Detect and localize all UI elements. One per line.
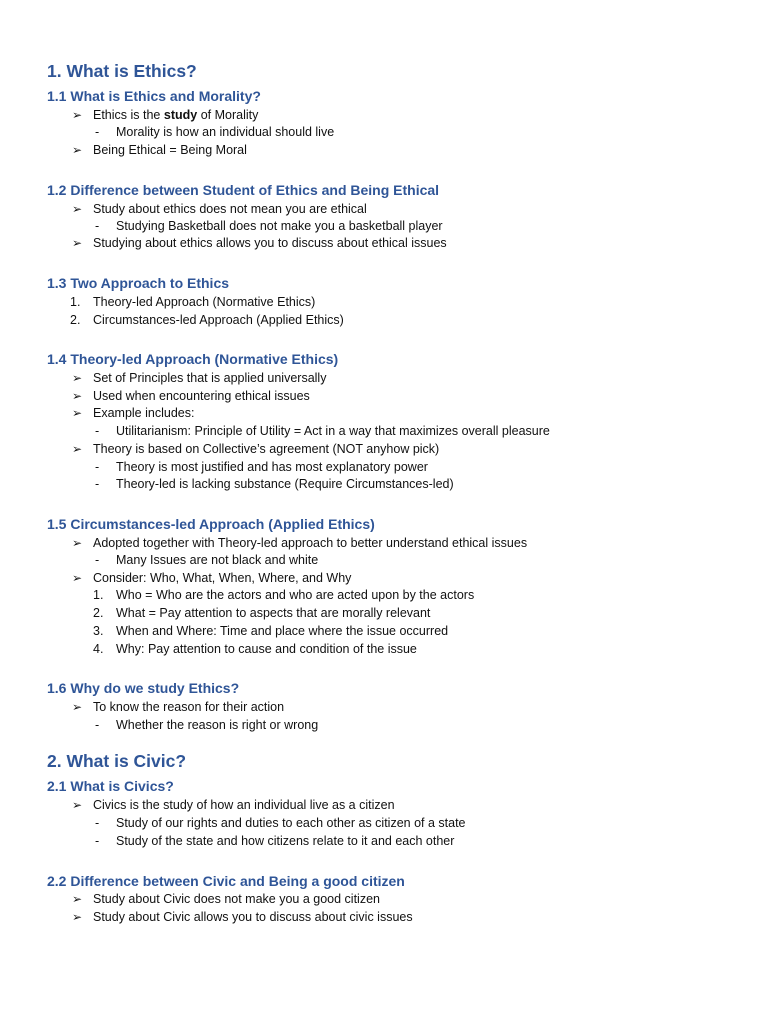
dash-bullet: - <box>95 718 100 732</box>
arrow-bullet-icon: ➢ <box>72 143 83 157</box>
arrow-bullet-icon: ➢ <box>72 700 83 714</box>
item-text: Consider: Who, What, When, Where, and Why <box>93 571 352 585</box>
item-text: Study about ethics does not mean you are ethical <box>93 202 367 216</box>
dash-bullet: - <box>95 477 100 491</box>
subsection-heading: 1.1 What is Ethics and Morality? <box>47 88 261 104</box>
arrow-bullet-icon: ➢ <box>72 371 83 385</box>
dash-bullet: - <box>95 460 100 474</box>
item-text: Circumstances-led Approach (Applied Ethics) <box>93 313 344 327</box>
arrow-bullet-icon: ➢ <box>72 798 83 812</box>
item-text: Study of our rights and duties to each other as citizen of a state <box>116 816 466 830</box>
arrow-bullet-icon: ➢ <box>72 406 83 420</box>
subsection-heading: 1.6 Why do we study Ethics? <box>47 680 240 696</box>
arrow-bullet-icon: ➢ <box>72 571 83 585</box>
arrow-bullet-icon: ➢ <box>72 108 83 122</box>
bold-term: study <box>163 108 198 122</box>
number-marker: 1. <box>93 588 104 602</box>
item-text: Whether the reason is right or wrong <box>116 718 319 732</box>
subsection-heading: 2.1 What is Civics? <box>47 778 174 794</box>
dash-bullet: - <box>95 553 100 567</box>
arrow-bullet-icon: ➢ <box>72 202 83 216</box>
item-text: Adopted together with Theory-led approach to better understand ethical issues <box>93 536 528 550</box>
subsection-heading: 1.5 Circumstances-led Approach (Applied Ethics) <box>47 516 375 532</box>
item-text: Utilitarianism: Principle of Utility = Act in a way that maximizes overall pleasure <box>116 424 550 438</box>
item-text: Theory-led is lacking substance (Require Circumstances-led) <box>116 477 454 491</box>
item-text: Ethics is the <box>93 108 164 122</box>
arrow-bullet-icon: ➢ <box>72 892 83 906</box>
item-text: Study about Civic allows you to discuss about civic issues <box>93 910 413 924</box>
item-text: of Morality <box>197 108 259 122</box>
number-marker: 2. <box>70 313 81 327</box>
dash-bullet: - <box>95 125 100 139</box>
item-text: When and Where: Time and place where the issue occurred <box>116 624 449 638</box>
item-text: Studying Basketball does not make you a basketball player <box>116 219 443 233</box>
arrow-bullet-icon: ➢ <box>72 442 83 456</box>
section-heading: 1. What is Ethics? <box>47 61 197 81</box>
arrow-bullet-icon: ➢ <box>72 910 83 924</box>
item-text: Morality is how an individual should live <box>116 125 335 139</box>
number-marker: 3. <box>93 624 104 638</box>
number-marker: 1. <box>70 295 81 309</box>
item-text: Studying about ethics allows you to discuss about ethical issues <box>93 236 447 250</box>
item-text: Who = Who are the actors and who are acted upon by the actors <box>116 588 475 602</box>
item-text: Why: Pay attention to cause and condition of the issue <box>116 642 417 656</box>
dash-bullet: - <box>95 424 100 438</box>
arrow-bullet-icon: ➢ <box>72 236 83 250</box>
subsection-heading: 1.4 Theory-led Approach (Normative Ethics) <box>47 351 339 367</box>
item-text: Study of the state and how citizens relate to it and each other <box>116 834 455 848</box>
item-text: Used when encountering ethical issues <box>93 389 310 403</box>
item-text: Theory is based on Collective’s agreement (NOT anyhow pick) <box>93 442 440 456</box>
arrow-bullet-icon: ➢ <box>72 536 83 550</box>
subsection-heading: 1.2 Difference between Student of Ethics and Being Ethical <box>47 182 440 198</box>
item-text: Many Issues are not black and white <box>116 553 319 567</box>
item-text: Set of Principles that is applied universally <box>93 371 327 385</box>
subsection-heading: 2.2 Difference between Civic and Being a good citizen <box>47 873 405 889</box>
subsection-heading: 1.3 Two Approach to Ethics <box>47 275 230 291</box>
item-text: Being Ethical = Being Moral <box>93 143 247 157</box>
arrow-bullet-icon: ➢ <box>72 389 83 403</box>
dash-bullet: - <box>95 834 100 848</box>
item-text: Civics is the study of how an individual live as a citizen <box>93 798 395 812</box>
item-text: Example includes: <box>93 406 195 420</box>
item-text: To know the reason for their action <box>93 700 285 714</box>
dash-bullet: - <box>95 219 100 233</box>
number-marker: 4. <box>93 642 104 656</box>
number-marker: 2. <box>93 606 104 620</box>
item-text: Study about Civic does not make you a good citizen <box>93 892 380 906</box>
dash-bullet: - <box>95 816 100 830</box>
item-text: Theory-led Approach (Normative Ethics) <box>93 295 316 309</box>
item-text: What = Pay attention to aspects that are morally relevant <box>116 606 431 620</box>
section-heading: 2. What is Civic? <box>47 751 187 771</box>
item-text: Theory is most justified and has most explanatory power <box>116 460 428 474</box>
